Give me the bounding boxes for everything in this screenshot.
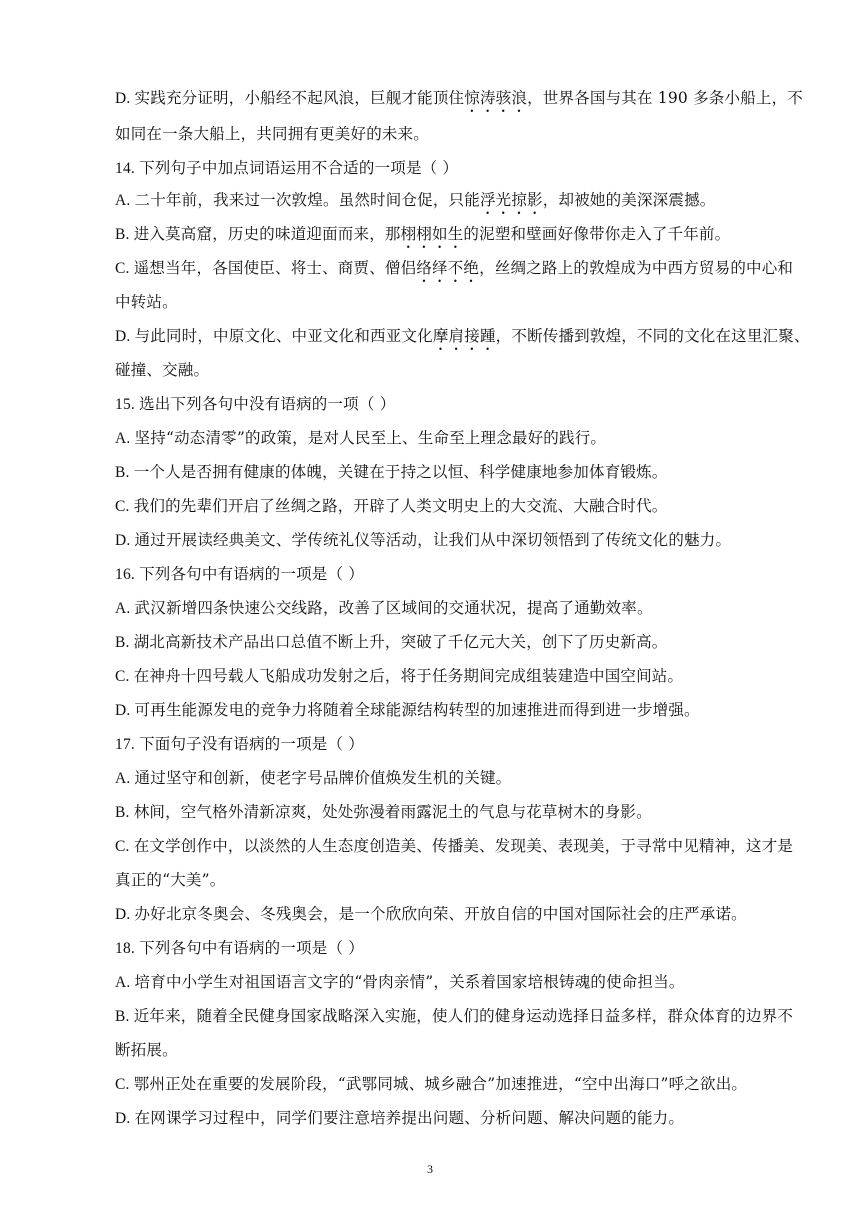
text-segment: 通过开展读经典美文、学传统礼仪等活动，让我们从中深切领悟到了传统文化的魅力。: [134, 531, 732, 549]
text-line: [115, 632, 775, 653]
item-label: B.: [115, 634, 134, 651]
emphasized-phrase: 摩肩接踵: [432, 327, 496, 345]
text-segment: 培育中小学生对祖国语言文字的“骨肉亲情”，关系着国家培根铸魂的使命担当。: [134, 973, 685, 991]
emphasized-phrase: 浮光掠影: [479, 191, 543, 209]
text-segment: 下列句子中加点词语运用不合适的一项是（ ）: [139, 159, 459, 177]
text-segment: 断拓展。: [115, 1041, 178, 1059]
text-segment: 在文学创作中，以淡然的人生态度创造美、传播美、发现美、表现美，于寻常中见精神，这才是: [133, 837, 794, 855]
text-segment: 武汉新增四条快速公交线路，改善了区域间的交通状况，提高了通勤效率。: [134, 599, 653, 617]
text-segment: 林间，空气格外清新凉爽，处处弥漫着雨露泥土的气息与花草树木的身影。: [133, 803, 652, 821]
item-label: C.: [115, 260, 134, 277]
item-label: B.: [115, 464, 134, 481]
text-line: [115, 124, 775, 144]
emphasized-phrase: 惊涛骇浪: [464, 89, 528, 107]
text-segment: 办好北京冬奥会、冬残奥会，是一个欣欣向荣、开放自信的中国对国际社会的庄严承诺。: [134, 905, 747, 923]
item-label: D.: [115, 532, 135, 549]
text-line: [115, 1074, 775, 1095]
item-label: A.: [115, 600, 135, 617]
text-line: [115, 360, 775, 380]
text-segment: 碰撞、交融。: [115, 361, 210, 379]
text-segment: 如同在一条大船上，共同拥有更美好的未来。: [115, 125, 430, 143]
item-label: A.: [115, 974, 135, 991]
text-line: [115, 258, 794, 286]
text-segment: 进入莫高窟，历史的味道迎面而来，那: [133, 225, 401, 243]
item-label: 15.: [115, 396, 140, 413]
item-label: C.: [115, 668, 134, 685]
text-segment: 中转站。: [115, 293, 178, 311]
item-label: B.: [115, 226, 134, 243]
item-label: 17.: [115, 736, 140, 753]
item-label: C.: [115, 1076, 134, 1093]
item-label: A.: [115, 192, 135, 209]
item-label: D.: [115, 1110, 135, 1127]
text-line: [115, 836, 794, 857]
text-segment: 我们的先辈们开启了丝绸之路，开辟了人类文明史上的大交流、大融合时代。: [133, 497, 668, 515]
text-line: [115, 326, 810, 354]
text-segment: 的泥塑和壁画好像带你走入了千年前。: [463, 225, 731, 243]
text-segment: ，却被她的美深深震撼。: [542, 191, 716, 209]
text-segment: 二十年前，我来过一次敦煌。虽然时间仓促，只能: [134, 191, 480, 209]
text-segment: ，丝绸之路上的敦煌成为中西方贸易的中心和: [479, 259, 794, 277]
text-line: [115, 666, 775, 687]
text-line: [115, 462, 775, 483]
text-segment: 与此同时，中原文化、中亚文化和西亚文化: [134, 327, 433, 345]
item-label: C.: [115, 498, 134, 515]
text-segment: 近年来，随着全民健身国家战略深入实施，使人们的健身运动选择日益多样，群众体育的边界不: [133, 1007, 794, 1025]
question-stem: [115, 938, 775, 959]
item-label: 18.: [115, 940, 140, 957]
text-segment: 选出下列各句中没有语病的一项（ ）: [139, 395, 396, 413]
text-segment: 遥想当年，各国使臣、将士、商贾、僧侣: [133, 259, 417, 277]
text-segment: 可再生能源发电的竞争力将随着全球能源结构转型的加速推进而得到进一步增强。: [134, 701, 700, 719]
text-segment: 下列各句中有语病的一项是（ ）: [139, 565, 364, 583]
question-stem: [115, 158, 775, 179]
text-segment: 下列各句中有语病的一项是（ ）: [139, 939, 364, 957]
text-segment: 在网课学习过程中，同学们要注意培养提出问题、分析问题、解决问题的能力。: [134, 1109, 685, 1127]
question-stem: [115, 734, 775, 755]
text-line: [115, 700, 775, 721]
text-line: [115, 598, 775, 619]
text-line: [115, 496, 775, 517]
text-segment: 坚持“动态清零”的政策，是对人民至上、生命至上理念最好的践行。: [134, 429, 607, 447]
text-segment: 在神舟十四号载人飞船成功发射之后，将于任务期间完成组装建造中国空间站。: [133, 667, 684, 685]
item-label: D.: [115, 906, 135, 923]
text-segment: 湖北高新技术产品出口总值不断上升，突破了千亿元大关，创下了历史新高。: [133, 633, 668, 651]
item-label: C.: [115, 838, 134, 855]
item-label: 16.: [115, 566, 140, 583]
emphasized-phrase: 栩栩如生: [400, 225, 464, 243]
text-line: [115, 190, 775, 218]
text-segment: 真正的“大美”。: [115, 871, 226, 889]
text-segment: 通过坚守和创新，使老字号品牌价值焕发生机的关键。: [134, 769, 512, 787]
text-segment: 下面句子没有语病的一项是（ ）: [139, 735, 364, 753]
item-label: A.: [115, 430, 135, 447]
text-line: [115, 802, 775, 823]
emphasized-phrase: 络绎不绝: [416, 259, 480, 277]
item-label: D.: [115, 328, 135, 345]
text-line: [115, 904, 775, 925]
text-line: [115, 530, 775, 551]
page-number: 3: [427, 1162, 433, 1176]
text-segment: 一个人是否拥有健康的体魄，关键在于持之以恒、科学健康地参加体育锻炼。: [133, 463, 668, 481]
text-line: [115, 292, 775, 312]
text-line: [115, 1108, 775, 1129]
text-segment: ，不断传播到敦煌，不同的文化在这里汇聚、: [495, 327, 810, 345]
text-line: [115, 88, 804, 116]
item-label: D.: [115, 90, 135, 107]
text-line: [115, 428, 775, 449]
item-label: 14.: [115, 160, 140, 177]
item-label: D.: [115, 702, 135, 719]
item-label: B.: [115, 804, 134, 821]
text-line: [115, 870, 775, 890]
text-line: [115, 768, 775, 789]
text-segment: 鄂州正处在重要的发展阶段，“武鄂同城、城乡融合”加速推进，“空中出海口”呼之欲出。: [133, 1075, 748, 1093]
text-line: [115, 1040, 775, 1060]
text-line: [115, 224, 775, 252]
text-line: [115, 1006, 794, 1027]
item-label: A.: [115, 770, 135, 787]
question-stem: [115, 564, 775, 585]
item-label: B.: [115, 1008, 134, 1025]
text-line: [115, 972, 775, 993]
text-segment: ，世界各国与其在 190 多条小船上，不: [527, 89, 804, 107]
text-segment: 实践充分证明，小船经不起风浪，巨舰才能顶住: [134, 89, 465, 107]
question-stem: [115, 394, 775, 415]
